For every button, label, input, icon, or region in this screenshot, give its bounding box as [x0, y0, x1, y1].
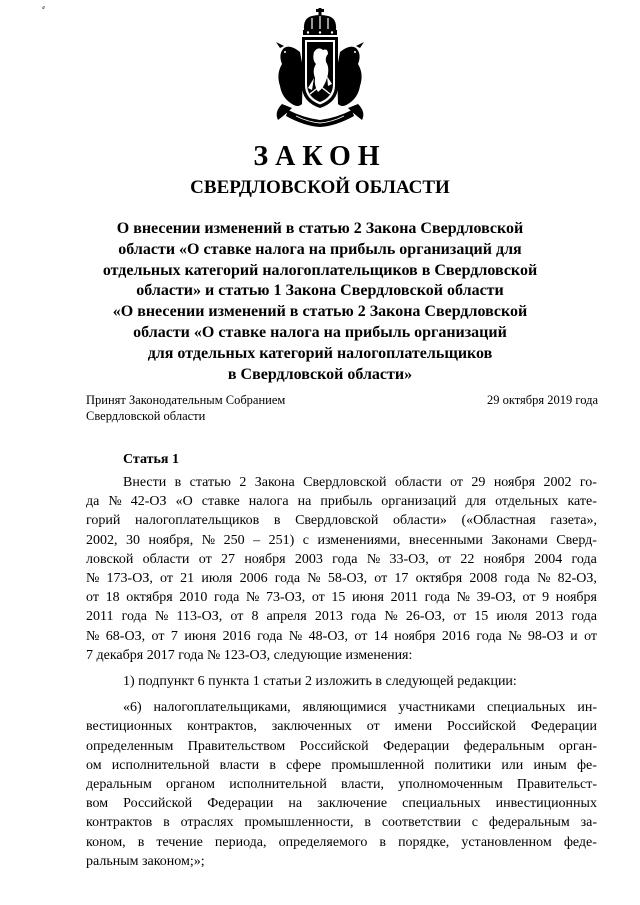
law-name-line: области» и статью 1 Закона Свердловской области: [136, 282, 504, 300]
paragraph-line: горий налогоплательщиков в Свердловской области» («Областная газета»,: [86, 513, 597, 529]
quote-line: контрактов в отраслях промышленности, в соответствии с федеральным за-: [86, 815, 597, 831]
margin-mark: ⸗: [42, 2, 45, 12]
law-name-line: области «О ставке налога на прибыль организаций для: [118, 240, 522, 258]
ribbon-icon: [286, 110, 354, 127]
quote-line: определенным Правительством Российской Федерации федеральным орган-: [86, 738, 597, 754]
adopted-line: Свердловской области: [86, 409, 206, 423]
paragraph-line: 7 декабря 2017 года № 123-ОЗ, следующие изменения:: [86, 647, 413, 663]
paragraph-line: № 68-ОЗ, от 7 июня 2016 года № 48-ОЗ, от 14 ноября 2016 года № 98-ОЗ и от: [86, 628, 597, 644]
item-line: 1) подпункт 6 пункта 1 статьи 2 изложить в следующей редакции:: [123, 674, 517, 690]
paragraph-line: от 18 октября 2010 года № 73-ОЗ, от 15 июня 2011 года № 39-ОЗ, от 9 ноября: [86, 590, 597, 606]
law-name-line: «О внесении изменений в статью 2 Закона Свердловской: [112, 303, 528, 321]
paragraph-line: да № 42-ОЗ «О ставке налога на прибыль организаций для отдельных кате-: [86, 494, 597, 510]
quote-line: коном, в течение периода, определяемого в порядке, установленном феде-: [86, 834, 597, 850]
adopted-line: Принят Законодательным Собранием: [86, 393, 286, 407]
quote-line: ральным законом;»;: [86, 853, 205, 869]
coat-of-arms-icon: [270, 8, 370, 130]
crown-icon: [303, 8, 337, 35]
document-title: ЗАКОН: [253, 141, 387, 172]
law-name-line: отдельных категорий налогоплательщиков в Свердловской: [102, 261, 538, 279]
law-name-line: О внесении изменений в статью 2 Закона Свердловской: [116, 220, 524, 237]
quote-line: деральным органом исполнительной власти, уполномоченным Правительст-: [86, 777, 597, 793]
left-sable-icon: [276, 42, 303, 120]
quote-line: вестиционных контрактов, заключенных от имени Российской Федерации: [86, 719, 597, 735]
paragraph-line: 2002, 30 ноября, № 250 – 251) с изменениями, внесенными Законами Сверд-: [86, 532, 597, 548]
article-heading: Статья 1: [123, 452, 179, 467]
right-sable-icon: [337, 42, 364, 120]
shield-icon: [302, 37, 338, 108]
paragraph-line: Внести в статью 2 Закона Свердловской области от 29 ноября 2002 го-: [123, 475, 597, 490]
paragraph-line: 2011 года № 113-ОЗ, от 8 апреля 2013 года № 26-ОЗ, от 15 июля 2013 года: [86, 609, 597, 625]
paragraph-line: ловской области от 27 ноября 2003 года № 33-ОЗ, от 22 ноября 2004 года: [86, 551, 597, 567]
quote-line: ом исполнительной власти в сфере промышленной политики или иным фе-: [86, 757, 597, 773]
law-name-line: для отдельных категорий налогоплательщиков: [147, 344, 493, 362]
article-body: [86, 473, 597, 871]
law-name: [60, 219, 580, 385]
adoption-date: 29 октября 2019 года: [486, 393, 598, 407]
law-name-line: в Свердловской области»: [227, 365, 413, 383]
quote-line: «6) налогоплательщиками, являющимися участниками специальных ин-: [123, 700, 597, 716]
law-name-line: области «О ставке налога на прибыль организаций: [133, 323, 507, 341]
quote-line: вом Российской Федерации на заключение специальных инвестиционных: [86, 796, 597, 812]
adopted-by: [86, 392, 285, 424]
document-subtitle: СВЕРДЛОВСКОЙ ОБЛАСТИ: [190, 177, 450, 198]
paragraph-line: № 173-ОЗ, от 21 июля 2006 года № 58-ОЗ, от 17 октября 2008 года № 82-ОЗ,: [86, 571, 597, 587]
